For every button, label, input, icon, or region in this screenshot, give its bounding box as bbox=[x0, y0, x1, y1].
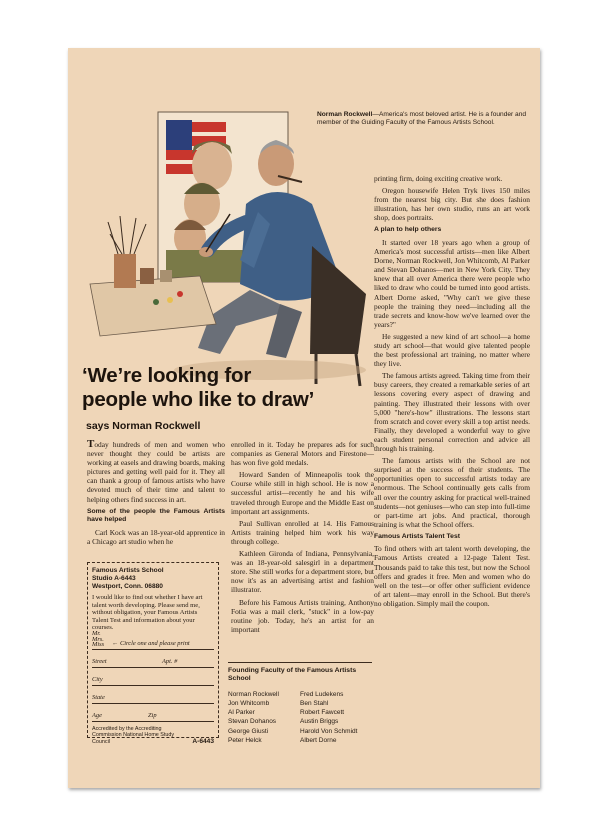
age-zip-field[interactable] bbox=[92, 706, 214, 722]
col3-p4: He suggested a new kind of art school—a home study art school—that would give talented people the best professional art training, no matter where they live. bbox=[374, 331, 530, 369]
coupon-request-text: I would like to find out whether I have art talent worth developing. Please send me, without obligation, your Famous Artists Talent Test and information about your courses. bbox=[92, 594, 203, 632]
col3-p7: To find others with art talent worth developing, the Famous Artists created a 12-page Talent Test. Thousands paid to take this test, but now the School offers and grades it free. Men and women who do well on the test—or offer other sufficient evidence of art talent—may enroll in the School. But there's no obligation. Simply mail the coupon. bbox=[374, 544, 530, 608]
headline-line-2: people who like to draw’ bbox=[82, 388, 315, 411]
col3-p2: Oregon housewife Helen Tryk lives 150 miles from the nearest big city. But she does fashion illustration, has her own studio, runs an art work shop, does portraits. bbox=[374, 186, 530, 223]
col3-p1: printing firm, doing exciting creative work. bbox=[374, 174, 503, 183]
faculty-name: Robert Fawcett bbox=[300, 709, 345, 717]
col2-p1: enrolled in it. Today he prepares ads for such companies as General Motors and Firestone—has won five gold medals. bbox=[231, 440, 374, 468]
city-field[interactable] bbox=[92, 670, 214, 686]
coupon-code: A-6443 bbox=[192, 737, 214, 745]
drop-letter: T bbox=[87, 438, 95, 450]
faculty-name: Peter Helck bbox=[228, 737, 262, 745]
faculty-name: Ben Stahl bbox=[300, 699, 329, 707]
col3-p3: It started over 18 years ago when a group of America's most successful artists—men like Albert Dorne, Norman Rockwell, Jon Whitcomb, Al Parker and Stevan Dohanos—met in New York City. They knew that all over America there were people who liked to draw who could be turned into good artists. Albert Dorne asked, "Why can't we give these people the training they need—including all the trade secrets and know-how we've learned over the years?" bbox=[374, 237, 530, 329]
carl-kock-paragraph: Carl Kock was an 18-year-old apprentice in a Chicago art studio when he bbox=[87, 527, 225, 546]
headline bbox=[82, 364, 382, 412]
helped-subhead: Some of the people the Famous Artists have helped bbox=[87, 507, 225, 524]
street-label: Street bbox=[92, 658, 107, 666]
faculty-name: Norman Rockwell bbox=[228, 690, 279, 698]
col3-p5: The famous artists agreed. Taking time from their busy careers, they created a remarkable series of art lessons covering every aspect of drawing and painting. They illustrated their lessons with over 5,000 "here's-how" illustrations. The lessons start from scratch and cover every skill a top artist needs. Finally, they developed a wonderful way to give each student personal correction and advice all through his training. bbox=[374, 371, 530, 454]
faculty-left-column bbox=[228, 690, 300, 746]
magazine-page bbox=[68, 48, 540, 788]
faculty-name: Stevan Dohanos bbox=[228, 718, 277, 726]
column-3 bbox=[374, 174, 530, 611]
accreditation bbox=[92, 726, 214, 746]
faculty-box bbox=[228, 662, 372, 745]
faculty-right-column bbox=[300, 690, 372, 746]
street-field[interactable] bbox=[92, 652, 214, 668]
col2-p5: Before his Famous Artists training, Anthony Fotia was a mail clerk, "stuck" in a low-pay routine job. Today, he's an artist for an important bbox=[231, 597, 374, 634]
caption-name: Norman Rockwell bbox=[317, 111, 373, 118]
faculty-names bbox=[228, 690, 372, 746]
coupon-school: Famous Artists School bbox=[92, 567, 164, 574]
col3-p6: The famous artists with the School are not surprised at the success of their students. The opportunities open to successful artists today are enormous. The School continually gets calls from all over the country asking for practical well-trained students—not geniuses—who can step into full-time or part-time art jobs. And practical, thorough training is what the School offers. bbox=[374, 456, 530, 529]
faculty-name: Jon Whitcomb bbox=[228, 699, 270, 707]
faculty-title: Founding Faculty of the Famous Artists School bbox=[228, 667, 357, 683]
apt-label: Apt. # bbox=[162, 658, 178, 666]
circle-note: ← Circle one and please print bbox=[112, 640, 190, 648]
faculty-name: Al Parker bbox=[228, 709, 255, 717]
coupon-address: Westport, Conn. 06880 bbox=[92, 583, 163, 590]
col2-p4: Kathleen Gironda of Indiana, Pennsylvania, was an 18-year-old salesgirl in a department store. She still works for a department store, but now it's as an advertising artist and fashion illustrator. bbox=[231, 549, 374, 595]
rockwell-painting-illustration bbox=[80, 54, 380, 406]
title-options[interactable]: Mr. Mrs. Miss bbox=[92, 630, 105, 649]
accreditation-text: Accredited by the Accrediting Commission National Home Study Council bbox=[92, 725, 175, 745]
headline-line-1: ‘We’re looking for bbox=[82, 364, 252, 387]
col2-p2: Howard Sanden of Minneapolis took the Course while still in high school. He is now a successful artist—recently he and his wife traveled through Europe and the Middle East on important art assignments. bbox=[231, 470, 374, 516]
plan-subhead: A plan to help others bbox=[374, 226, 442, 234]
faculty-name: Albert Dorne bbox=[300, 737, 337, 745]
headline-attribution: says Norman Rockwell bbox=[86, 420, 201, 432]
faculty-name: Harold Von Schmidt bbox=[300, 727, 358, 735]
name-field[interactable] bbox=[92, 630, 214, 650]
artist-caption bbox=[317, 111, 532, 127]
faculty-name: George Giusti bbox=[228, 727, 269, 735]
coupon-studio: Studio A-6443 bbox=[92, 575, 136, 582]
column-2 bbox=[231, 440, 374, 637]
coupon-form[interactable] bbox=[87, 562, 219, 745]
state-label: State bbox=[92, 694, 105, 702]
column-1 bbox=[87, 440, 225, 549]
city-label: City bbox=[92, 676, 103, 684]
col2-p3: Paul Sullivan enrolled at 14. His Famous Artists training helped him work his way through college. bbox=[231, 518, 374, 546]
zip-label: Zip bbox=[148, 712, 157, 720]
intro-text: oday hundreds of men and women who never thought they could be artists are working at easels and drawing boards, making pictures and getting well paid for it. They all can thank a group of famous artists who have devoted much of their time and talent to helping others find success in art. bbox=[87, 440, 225, 504]
talent-test-subhead: Famous Artists Talent Test bbox=[374, 532, 460, 540]
age-label: Age bbox=[92, 712, 102, 720]
faculty-name: Austin Briggs bbox=[300, 718, 339, 726]
intro-paragraph bbox=[87, 440, 225, 504]
faculty-name: Fred Ludekens bbox=[300, 690, 344, 698]
state-field[interactable] bbox=[92, 688, 214, 704]
caption-text: —America's most beloved artist. He is a founder and member of the Guiding Faculty of the Famous Artists School. bbox=[317, 111, 527, 126]
